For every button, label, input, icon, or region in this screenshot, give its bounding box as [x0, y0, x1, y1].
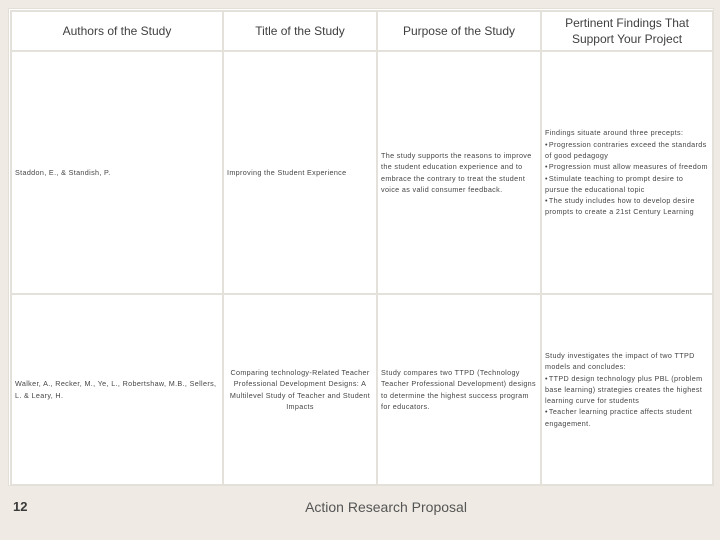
- page-number: 12: [13, 499, 28, 514]
- findings-bullet: • The study includes how to develop desire prompts to create a 21st Century Learning: [545, 195, 709, 218]
- findings-bullet: • Progression contraries exceed the standards of good pedagogy: [545, 139, 709, 162]
- findings-intro: Study investigates the impact of two TTPD models and concludes:: [545, 350, 695, 372]
- findings-bullet: • Progression must allow measures of freedom: [545, 161, 709, 172]
- authors-cell: Staddon, E., & Standish, P.: [11, 51, 223, 294]
- purpose-cell: The study supports the reasons to improve the student education experience and to embrace the contrary to treat the student voice as valid consumer feedback.: [377, 51, 541, 294]
- literature-review-table: [10, 10, 714, 486]
- title-cell: Improving the Student Experience: [223, 51, 377, 294]
- table-header-row: [11, 11, 713, 51]
- findings-cell: [541, 294, 713, 485]
- authors-cell: Walker, A., Recker, M., Ye, L., Robertshaw, M.B., Sellers, L. & Leary, H.: [11, 294, 223, 485]
- purpose-cell: Study compares two TTPD (Technology Teacher Professional Development) designs to determine the highest success program for educators.: [377, 294, 541, 485]
- findings-cell: [541, 51, 713, 294]
- findings-bullet: • TTPD design technology plus PBL (problem base learning) strategies creates the highest learning curve for students: [545, 373, 709, 407]
- footer-title: Action Research Proposal: [305, 499, 467, 515]
- findings-intro: Findings situate around three precepts:: [545, 128, 684, 138]
- findings-bullet: • Teacher learning practice affects student engagement.: [545, 406, 709, 429]
- header-authors: Authors of the Study: [11, 11, 223, 51]
- table-row: [11, 294, 713, 485]
- header-title: Title of the Study: [223, 11, 377, 51]
- findings-bullet: • Stimulate teaching to prompt desire to pursue the educational topic: [545, 173, 709, 196]
- title-cell: Comparing technology-Related Teacher Professional Development Designs: A Multilevel Study of Teacher and Student Impacts: [223, 294, 377, 485]
- header-findings: Pertinent Findings That Support Your Project: [541, 11, 713, 51]
- table-row: [11, 51, 713, 294]
- header-purpose: Purpose of the Study: [377, 11, 541, 51]
